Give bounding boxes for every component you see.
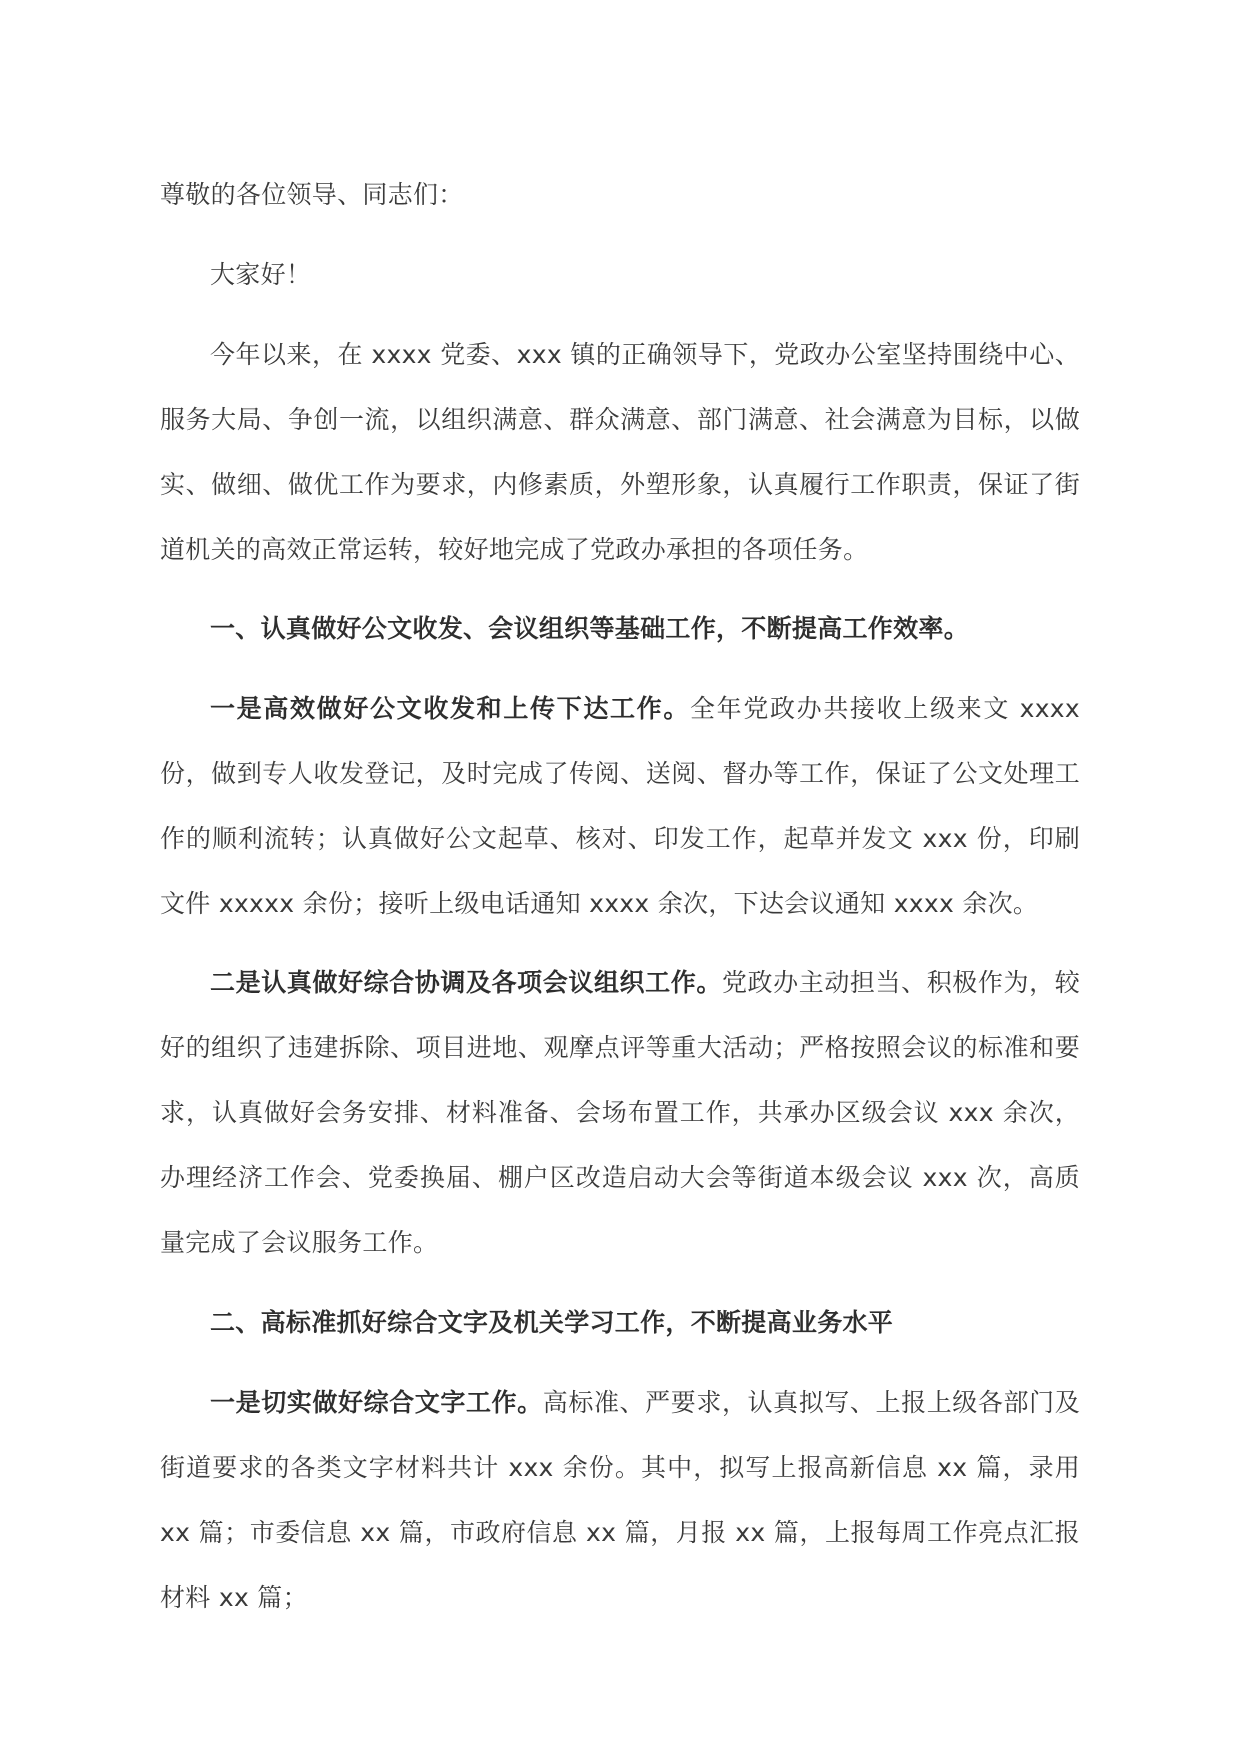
greeting: 大家好！ (210, 260, 312, 289)
section-1-item-2 (160, 950, 1080, 1275)
item-text: 高标准、严要求，认真拟写、上报上级各部门及街道要求的各类文字材料共计 xxx 余份。其中，拟写上报高新信息 xx 篇，录用 xx 篇；市委信息 xx 篇，市政府信息 xx 篇，月报 xx 篇，上报每周工作亮点汇报材料 xx 篇； (160, 1388, 1080, 1612)
section-1-item-1 (160, 676, 1080, 936)
section-2-heading: 二、高标准抓好综合文字及机关学习工作，不断提高业务水平 (210, 1308, 894, 1337)
section-2-item-1 (160, 1370, 1080, 1630)
section-1-heading: 一、认真做好公文收发、会议组织等基础工作，不断提高工作效率。 (210, 614, 970, 643)
item-lead: 一是高效做好公文收发和上传下达工作。 (210, 694, 690, 723)
intro-paragraph: 今年以来，在 xxxx 党委、xxx 镇的正确领导下，党政办公室坚持围绕中心、服务大局、争创一流，以组织满意、群众满意、部门满意、社会满意为目标，以做实、做细、做优工作为要求，内修素质，外塑形象，认真履行工作职责，保证了街道机关的高效正常运转，较好地完成了党政办承担的各项任务。 (160, 340, 1080, 564)
item-lead: 一是切实做好综合文字工作。 (210, 1388, 543, 1417)
item-text: 全年党政办共接收上级来文 xxxx 份，做到专人收发登记，及时完成了传阅、送阅、督办等工作，保证了公文处理工作的顺利流转；认真做好公文起草、核对、印发工作，起草并发文 xxx 份，印刷文件 xxxxx 余份；接听上级电话通知 xxxx 余次，下达会议通知 xxxx 余次。 (160, 694, 1080, 918)
item-text: 党政办主动担当、积极作为，较好的组织了违建拆除、项目进地、观摩点评等重大活动；严格按照会议的标准和要求，认真做好会务安排、材料准备、会场布置工作，共承办区级会议 xxx 余次，办理经济工作会、党委换届、棚户区改造启动大会等街道本级会议 xxx 次，高质量完成了会议服务工作。 (160, 968, 1080, 1257)
item-lead: 二是认真做好综合协调及各项会议组织工作。 (210, 968, 722, 997)
salutation: 尊敬的各位领导、同志们： (160, 180, 464, 209)
